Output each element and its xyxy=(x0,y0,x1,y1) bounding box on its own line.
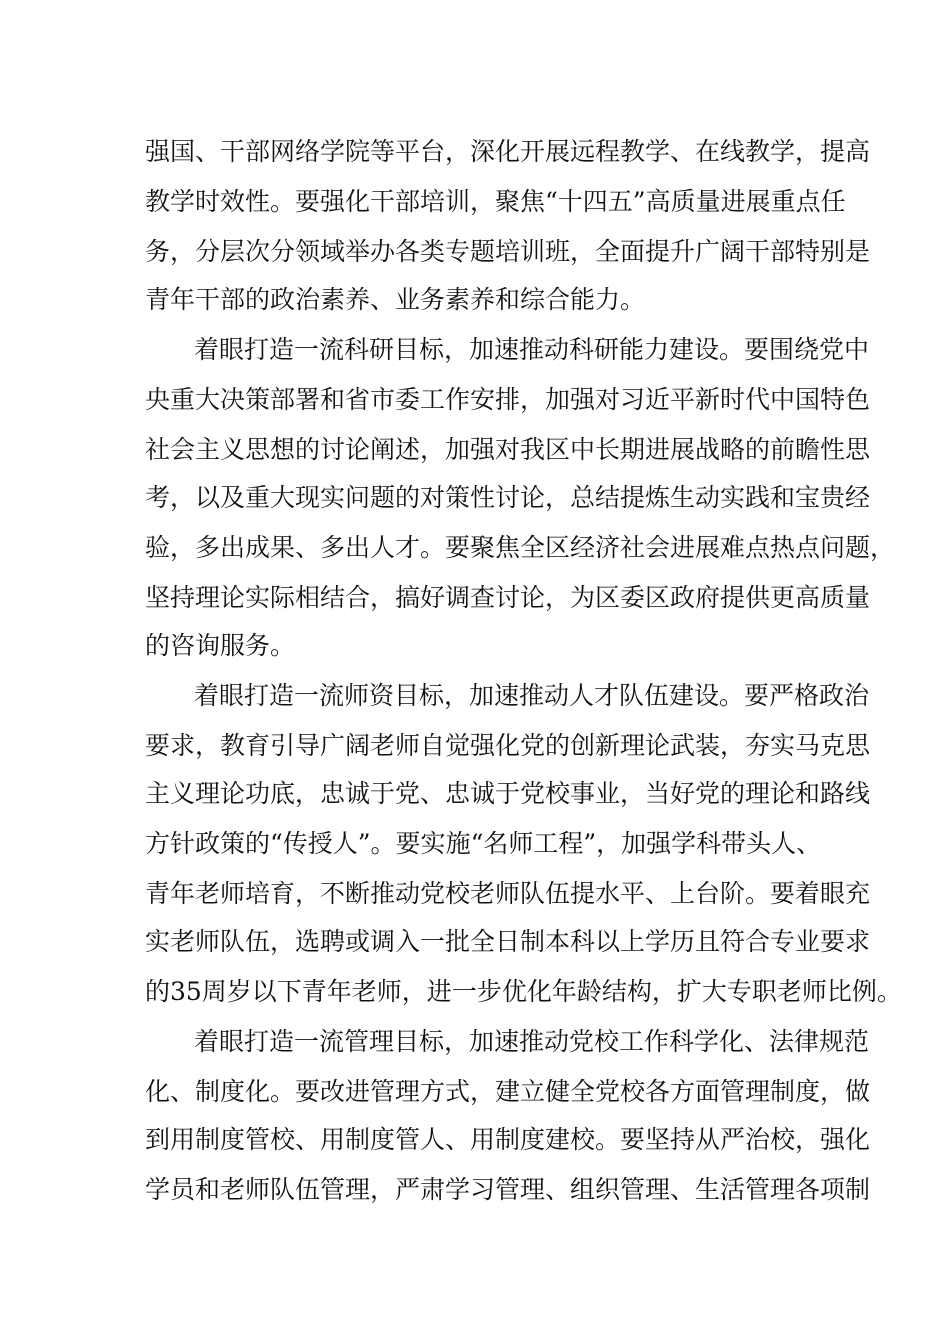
text-line: 强国、干部网络学院等平台，深化开展远程教学、在线教学，提高 xyxy=(145,137,871,166)
paragraph-first-line: 着眼打造一流管理目标，加速推动党校工作科学化、法律规范 xyxy=(194,1027,870,1056)
text-line: 要求，教育引导广阔老师自觉强化党的创新理论武装，夯实马克思 xyxy=(145,731,871,760)
text-line: 央重大决策部署和省市委工作安排，加强对习近平新时代中国特色 xyxy=(145,385,871,414)
text-line: 实老师队伍，选聘或调入一批全日制本科以上学历且符合专业要求 xyxy=(145,927,871,956)
text-line: 务，分层次分领域举办各类专题培训班，全面提升广阔干部特别是 xyxy=(145,237,871,266)
text-line: 到用制度管校、用制度管人、用制度建校。要坚持从严治校，强化 xyxy=(145,1125,871,1154)
text-line: 验，多出成果、多出人才。要聚焦全区经济社会进展难点热点问题， xyxy=(145,533,896,562)
text-line: 教学时效性。要强化干部培训，聚焦“十四五”高质量进展重点任 xyxy=(145,187,846,216)
text-line: 的35周岁以下青年老师，进一步优化年龄结构，扩大专职老师比例。 xyxy=(145,977,902,1006)
text-line: 主义理论功底，忠诚于党、忠诚于党校事业，当好党的理论和路线 xyxy=(145,779,871,808)
paragraph-first-line: 着眼打造一流科研目标，加速推动科研能力建设。要围绕党中 xyxy=(194,335,870,364)
text-line: 学员和老师队伍管理，严肃学习管理、组织管理、生活管理各项制 xyxy=(145,1175,871,1204)
text-line: 青年干部的政治素养、业务素养和综合能力。 xyxy=(145,285,646,314)
text-line: 化、制度化。要改进管理方式，建立健全党校各方面管理制度，做 xyxy=(145,1077,871,1106)
text-line: 青年老师培育，不断推动党校老师队伍提水平、上台阶。要着眼充 xyxy=(145,879,871,908)
text-line: 考，以及重大现实问题的对策性讨论，总结提炼生动实践和宝贵经 xyxy=(145,483,871,512)
paragraph-first-line: 着眼打造一流师资目标，加速推动人才队伍建设。要严格政治 xyxy=(194,681,870,710)
text-line: 社会主义思想的讨论阐述，加强对我区中长期进展战略的前瞻性思 xyxy=(145,435,871,464)
text-line: 坚持理论实际相结合，搞好调查讨论，为区委区政府提供更高质量 xyxy=(145,583,871,612)
text-line: 方针政策的“传授人”。要实施“名师工程”，加强学科带头人、 xyxy=(145,829,822,858)
text-line: 的咨询服务。 xyxy=(145,631,296,660)
